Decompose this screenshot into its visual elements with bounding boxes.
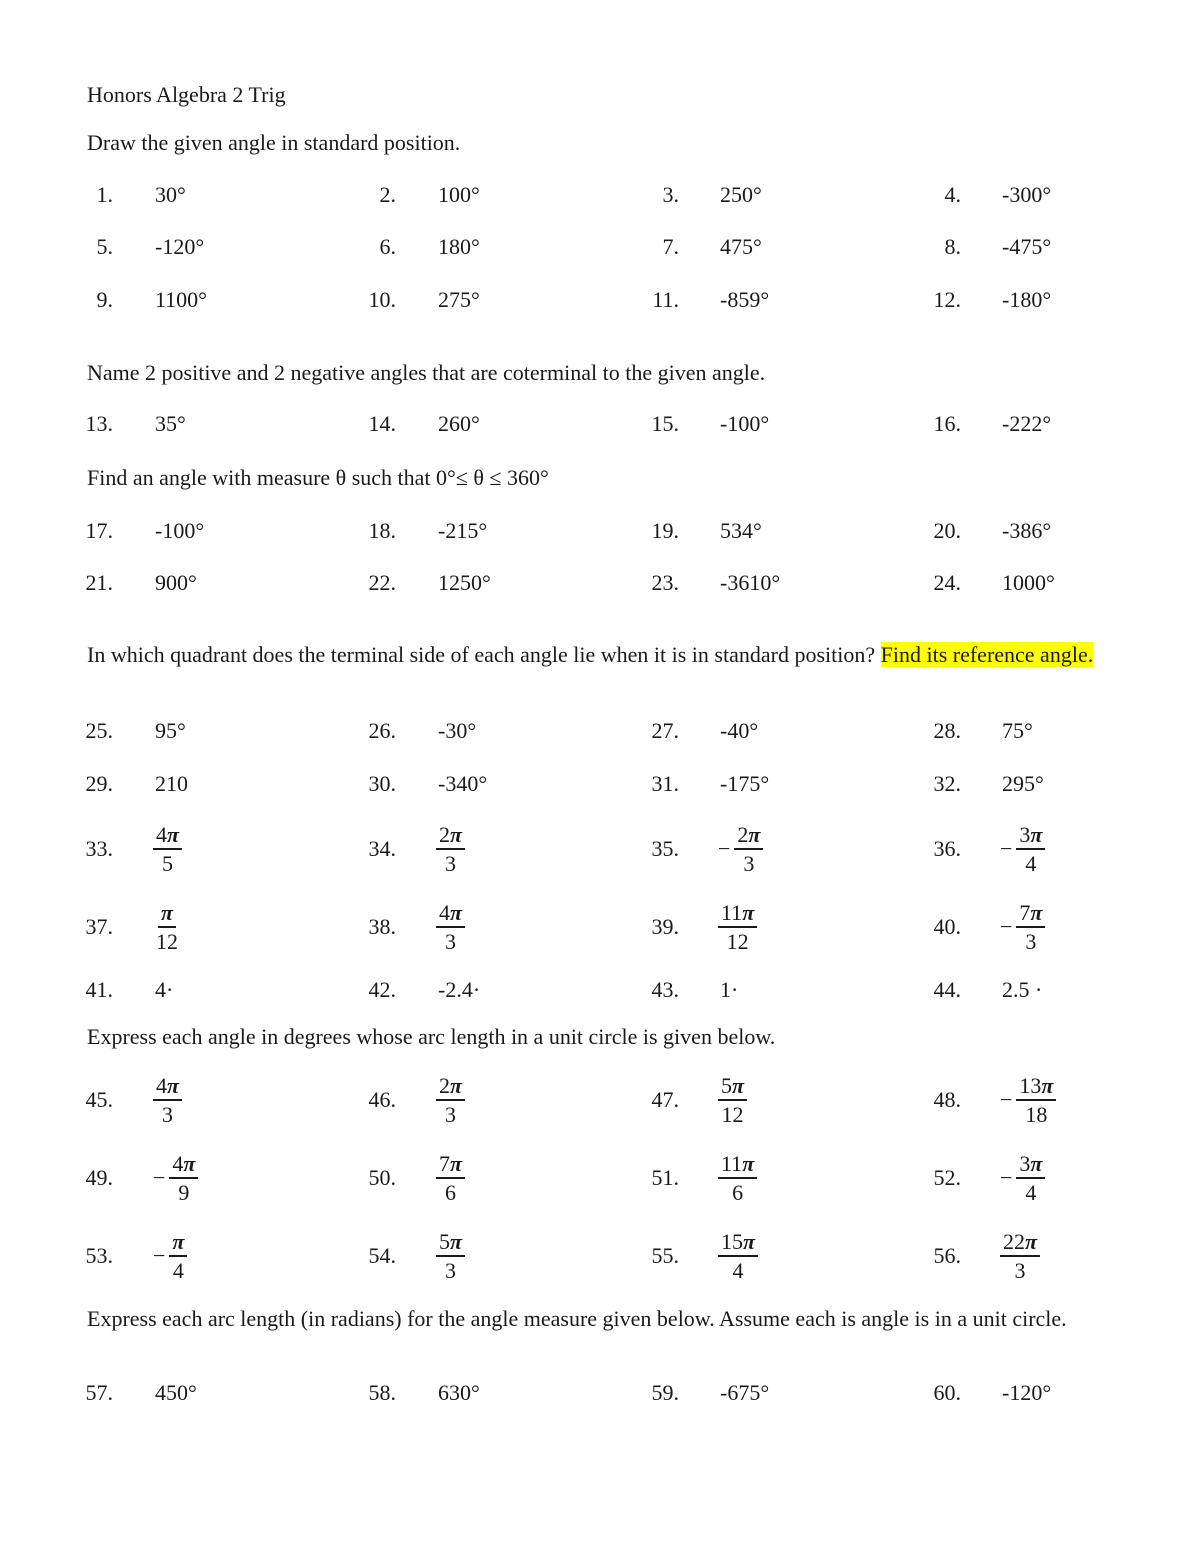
fraction-expression — [1000, 899, 1045, 955]
denominator: 4 — [172, 1258, 184, 1283]
fraction-expression — [718, 821, 763, 877]
section-instruction — [87, 130, 1127, 155]
fraction-expression — [718, 899, 757, 955]
section-instruction — [87, 465, 1127, 490]
problem-number: 7. — [662, 234, 679, 259]
problem-value: -859° — [720, 287, 770, 312]
fraction — [1016, 821, 1045, 877]
problem-number: 54. — [368, 1243, 396, 1268]
problem-value: 534° — [720, 518, 762, 543]
fraction — [718, 1072, 747, 1128]
fraction — [436, 1228, 465, 1284]
problem-number: 48. — [933, 1087, 961, 1112]
minus-sign: − — [1000, 1087, 1013, 1112]
problem-number: 41. — [85, 977, 113, 1002]
fraction — [436, 899, 465, 955]
numerator: 4π — [169, 1150, 198, 1179]
problem-value: 210 — [155, 771, 188, 796]
problem-number: 6. — [379, 234, 396, 259]
denominator: 12 — [721, 1102, 744, 1127]
instruction-text: Express each arc length (in radians) for the angle measure given below. Assume each is angle is in a unit circle. — [87, 1306, 1067, 1331]
problem-value: -475° — [1002, 234, 1052, 259]
problem-value: -175° — [720, 771, 770, 796]
problem-number: 22. — [368, 570, 396, 595]
problem-number: 56. — [933, 1243, 961, 1268]
instruction-text: Draw the given angle in standard position. — [87, 130, 461, 155]
problem-value: 30° — [155, 182, 186, 207]
denominator: 12 — [156, 929, 178, 954]
numerator: π — [169, 1228, 187, 1257]
numerator: 2π — [734, 821, 763, 850]
problem-number: 34. — [368, 836, 396, 861]
minus-sign: − — [1000, 914, 1013, 939]
numerator: 7π — [436, 1150, 465, 1179]
denominator: 3 — [445, 1258, 456, 1283]
problem-number: 14. — [368, 411, 396, 436]
fraction — [169, 1150, 198, 1206]
numerator: 11π — [718, 1150, 757, 1179]
denominator: 18 — [1025, 1102, 1048, 1127]
denominator: 3 — [445, 851, 456, 876]
problem-value: -120° — [1002, 1380, 1052, 1405]
problem-number: 19. — [651, 518, 679, 543]
fraction — [436, 821, 465, 877]
numerator: 22π — [1000, 1228, 1040, 1257]
problem-value: 35° — [155, 411, 186, 436]
problem-value: 95° — [155, 718, 186, 743]
page-title: Honors Algebra 2 Trig — [87, 82, 286, 107]
minus-sign: − — [153, 1243, 166, 1268]
fraction-expression — [718, 1150, 757, 1206]
denominator: 4 — [1025, 851, 1037, 876]
denominator: 3 — [1014, 1258, 1026, 1283]
problem-number: 33. — [85, 836, 113, 861]
problem-value: -120° — [155, 234, 205, 259]
problem-value: 100° — [438, 182, 480, 207]
problem-number: 9. — [96, 287, 113, 312]
denominator: 3 — [445, 929, 456, 954]
problem-value: -222° — [1002, 411, 1052, 436]
problem-value: 630° — [438, 1380, 480, 1405]
problem-number: 31. — [651, 771, 679, 796]
problem-number: 55. — [651, 1243, 679, 1268]
denominator: 5 — [162, 851, 173, 876]
problem-value: 250° — [720, 182, 762, 207]
denominator: 3 — [743, 851, 755, 876]
denominator: 9 — [178, 1180, 190, 1205]
fraction — [734, 821, 763, 877]
instruction-text: Find an angle with measure θ such that 0°≤ θ ≤ 360° — [87, 465, 549, 490]
numerator: 5π — [718, 1072, 747, 1101]
problem-number: 47. — [651, 1087, 679, 1112]
problem-value: -100° — [720, 411, 770, 436]
problem-number: 18. — [368, 518, 396, 543]
numerator: 4π — [153, 821, 182, 850]
numerator: 13π — [1016, 1072, 1056, 1101]
numerator: π — [158, 899, 176, 928]
problem-value: 275° — [438, 287, 480, 312]
numerator: 2π — [436, 821, 465, 850]
numerator: 5π — [436, 1228, 465, 1257]
problem-value: -215° — [438, 518, 488, 543]
fraction-expression — [1000, 1072, 1056, 1128]
denominator: 4 — [732, 1258, 744, 1283]
problem-number: 26. — [368, 718, 396, 743]
problem-value: -675° — [720, 1380, 770, 1405]
problem-number: 13. — [85, 411, 113, 436]
problem-value: 180° — [438, 234, 480, 259]
problem-number: 21. — [85, 570, 113, 595]
problem-number: 45. — [85, 1087, 113, 1112]
fraction — [1016, 899, 1045, 955]
problem-number: 27. — [651, 718, 679, 743]
problem-number: 60. — [933, 1380, 961, 1405]
instruction-text: In which quadrant does the terminal side of each angle lie when it is in standard position? — [87, 642, 881, 667]
numerator: 15π — [718, 1228, 758, 1257]
problem-number: 12. — [933, 287, 961, 312]
fraction-expression — [436, 821, 465, 877]
problem-value: 4· — [155, 977, 174, 1002]
denominator: 3 — [445, 1102, 456, 1127]
fraction-expression — [436, 1072, 465, 1128]
numerator: 7π — [1016, 899, 1045, 928]
problem-value: -386° — [1002, 518, 1052, 543]
problem-value: -3610° — [720, 570, 781, 595]
fraction-expression — [718, 1228, 758, 1284]
problem-number: 37. — [85, 914, 113, 939]
problem-value: -300° — [1002, 182, 1052, 207]
problem-number: 15. — [651, 411, 679, 436]
minus-sign: − — [718, 836, 731, 861]
fraction — [1016, 1150, 1045, 1206]
problem-value: 475° — [720, 234, 762, 259]
problem-value: -2.4· — [438, 977, 481, 1002]
section-instruction — [87, 1306, 1127, 1331]
problem-value: 1100° — [155, 287, 207, 312]
problem-number: 30. — [368, 771, 396, 796]
problem-number: 23. — [651, 570, 679, 595]
problem-value: 260° — [438, 411, 480, 436]
denominator: 3 — [1025, 929, 1037, 954]
problem-number: 3. — [662, 182, 679, 207]
problem-value: 1000° — [1002, 570, 1055, 595]
fraction — [718, 899, 757, 955]
fraction-expression — [1000, 1228, 1040, 1284]
fraction-expression — [153, 899, 181, 955]
fraction-expression — [1000, 821, 1045, 877]
numerator: 11π — [718, 899, 757, 928]
fraction-expression — [153, 1150, 198, 1206]
numerator: 4π — [153, 1072, 182, 1101]
minus-sign: − — [1000, 836, 1013, 861]
numerator: 4π — [436, 899, 465, 928]
problem-number: 46. — [368, 1087, 396, 1112]
fraction — [153, 899, 181, 955]
fraction — [169, 1228, 187, 1284]
problem-number: 36. — [933, 836, 961, 861]
problem-value: -40° — [720, 718, 759, 743]
problem-number: 8. — [944, 234, 961, 259]
problem-number: 10. — [368, 287, 396, 312]
problem-value: 1· — [720, 977, 739, 1002]
problem-number: 42. — [368, 977, 396, 1002]
fraction-expression — [718, 1072, 747, 1128]
fraction-expression — [436, 1150, 465, 1206]
fraction — [436, 1150, 465, 1206]
problem-number: 49. — [85, 1165, 113, 1190]
problem-value: 295° — [1002, 771, 1044, 796]
problem-number: 32. — [933, 771, 961, 796]
problem-number: 25. — [85, 718, 113, 743]
fraction — [153, 1072, 182, 1128]
fraction-expression — [153, 1072, 182, 1128]
problem-number: 51. — [651, 1165, 679, 1190]
fraction-expression — [436, 899, 465, 955]
problem-number: 53. — [85, 1243, 113, 1268]
denominator: 6 — [445, 1180, 456, 1205]
problem-number: 28. — [933, 718, 961, 743]
problem-number: 24. — [933, 570, 961, 595]
fraction-expression — [153, 1228, 187, 1284]
minus-sign: − — [1000, 1165, 1013, 1190]
problem-number: 39. — [651, 914, 679, 939]
denominator: 6 — [732, 1180, 744, 1205]
problem-number: 20. — [933, 518, 961, 543]
denominator: 4 — [1025, 1180, 1037, 1205]
fraction — [1016, 1072, 1056, 1128]
numerator: 2π — [436, 1072, 465, 1101]
fraction — [153, 821, 182, 877]
problem-value: -30° — [438, 718, 477, 743]
problem-number: 58. — [368, 1380, 396, 1405]
problem-number: 29. — [85, 771, 113, 796]
fraction — [718, 1150, 757, 1206]
fraction — [1000, 1228, 1040, 1284]
highlighted-instruction: Find its reference angle. — [880, 642, 1094, 667]
problem-number: 1. — [96, 182, 113, 207]
minus-sign: − — [153, 1165, 166, 1190]
problem-number: 40. — [933, 914, 961, 939]
fraction — [436, 1072, 465, 1128]
instruction-text: Name 2 positive and 2 negative angles that are coterminal to the given angle. — [87, 360, 766, 385]
problem-number: 17. — [85, 518, 113, 543]
denominator: 12 — [726, 929, 749, 954]
problem-value: 450° — [155, 1380, 197, 1405]
problem-number: 16. — [933, 411, 961, 436]
fraction-expression — [1000, 1150, 1045, 1206]
section-instruction — [87, 360, 1127, 385]
problem-number: 52. — [933, 1165, 961, 1190]
fraction-expression — [436, 1228, 465, 1284]
problem-number: 44. — [933, 977, 961, 1002]
fraction-expression — [153, 821, 182, 877]
problem-number: 35. — [651, 836, 679, 861]
problem-value: 900° — [155, 570, 197, 595]
problem-number: 38. — [368, 914, 396, 939]
fraction — [718, 1228, 758, 1284]
problem-value: 75° — [1002, 718, 1033, 743]
section-instruction — [87, 1024, 1127, 1049]
numerator: 3π — [1016, 821, 1045, 850]
problem-value: 1250° — [438, 570, 491, 595]
problem-number: 2. — [379, 182, 396, 207]
problem-number: 43. — [651, 977, 679, 1002]
problem-value: -180° — [1002, 287, 1052, 312]
problem-value: 2.5 · — [1002, 977, 1043, 1002]
problem-value: -340° — [438, 771, 488, 796]
section-instruction — [87, 642, 1127, 667]
problem-number: 50. — [368, 1165, 396, 1190]
problem-number: 4. — [944, 182, 961, 207]
numerator: 3π — [1016, 1150, 1045, 1179]
instruction-text: Express each angle in degrees whose arc length in a unit circle is given below. — [87, 1024, 776, 1049]
problem-value: -100° — [155, 518, 205, 543]
problem-number: 57. — [85, 1380, 113, 1405]
problem-number: 59. — [651, 1380, 679, 1405]
denominator: 3 — [162, 1102, 173, 1127]
problem-number: 5. — [96, 234, 113, 259]
problem-number: 11. — [652, 287, 679, 312]
